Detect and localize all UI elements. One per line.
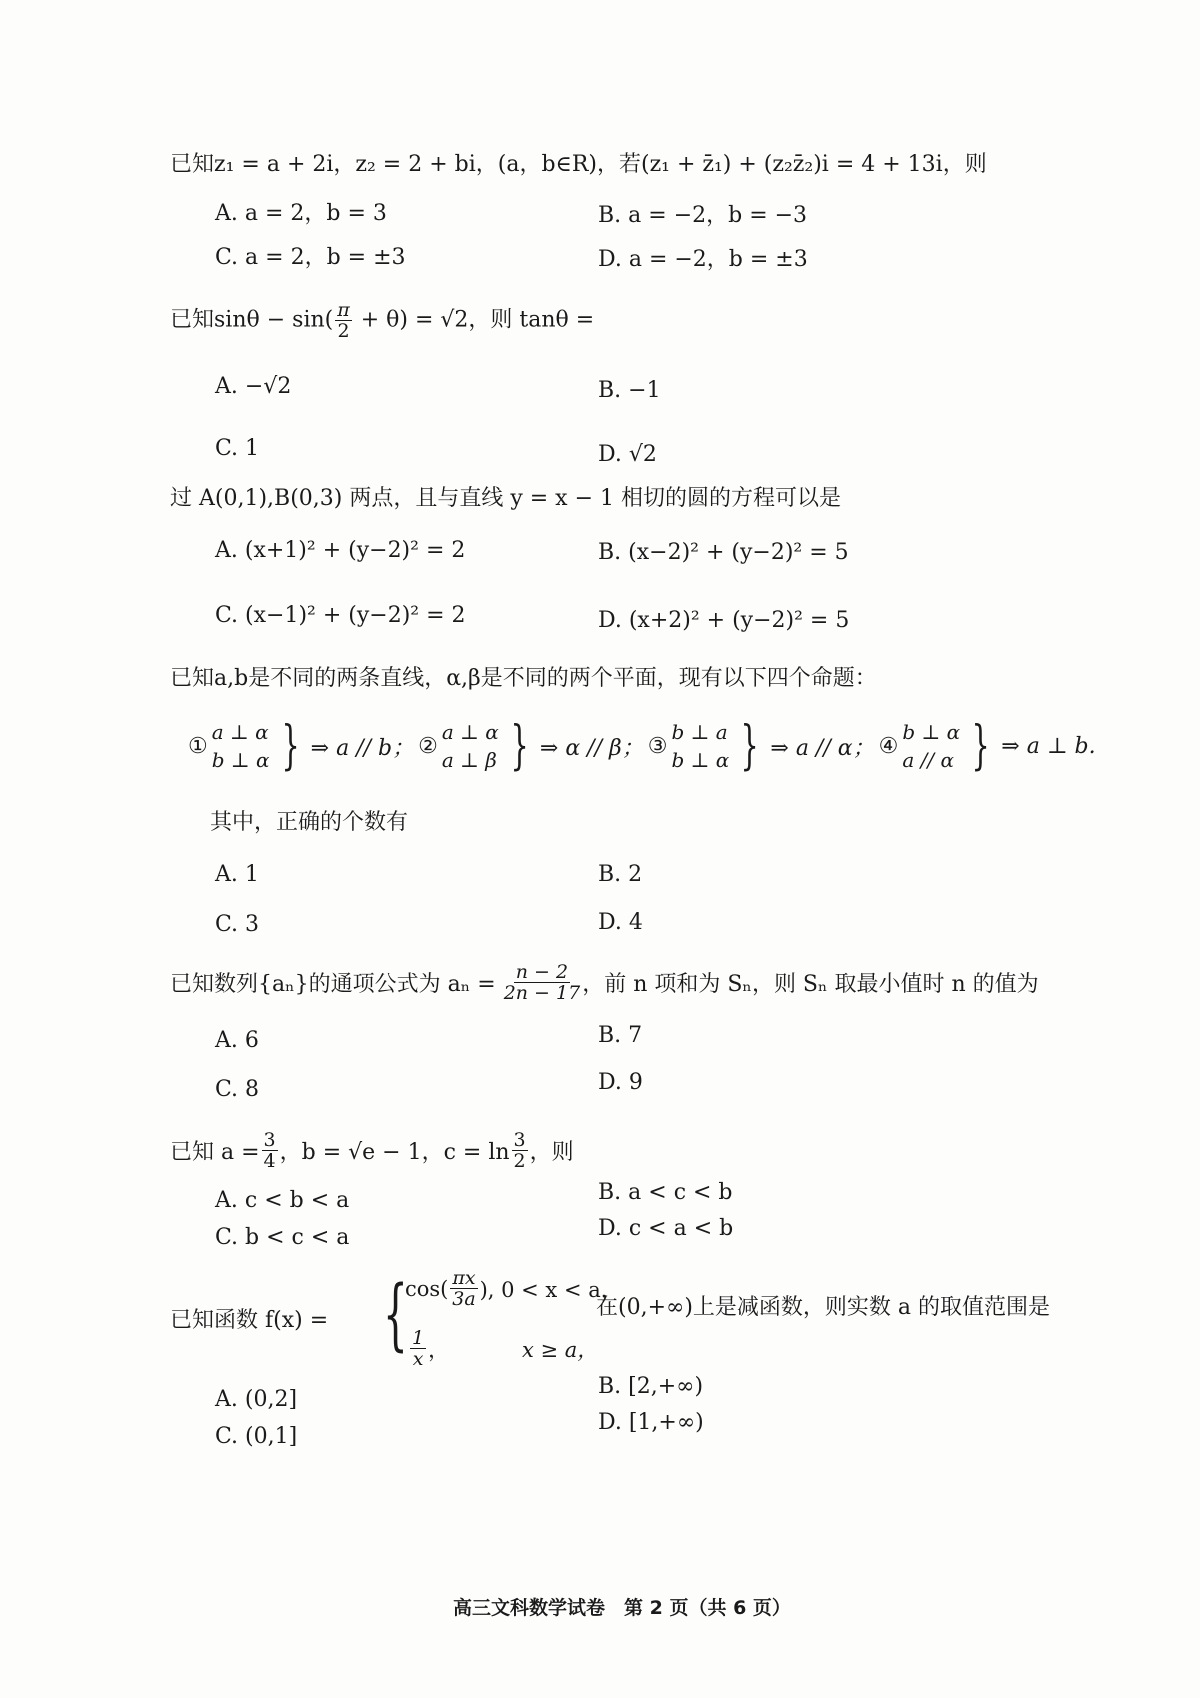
right-brace-icon: } <box>281 716 300 776</box>
prop-3-bottom: b ⊥ α <box>671 748 730 772</box>
q4-option-d: D. a = −2，b = ±3 <box>598 247 808 272</box>
q9-option-b: B. a < c < b <box>598 1180 733 1205</box>
left-brace-icon: { <box>383 1270 408 1360</box>
prop-1-top: a ⊥ α <box>211 720 269 744</box>
one-over-x-fraction <box>410 1328 426 1369</box>
q4-option-a: A. a = 2，b = 3 <box>215 201 387 226</box>
q10-option-b: B. [2,+∞) <box>598 1374 704 1399</box>
pi-over-2-fraction <box>335 300 352 341</box>
question-4-text: 已知z₁ = a + 2i，z₂ = 2 + bi，(a，b∈R)，若(z₁ + z̄₁) + (z₂z̄₂)i = 4 + 13i，则 <box>170 152 987 177</box>
an-fraction <box>504 962 581 1003</box>
q6-option-b: B. (x−2)² + (y−2)² = 5 <box>598 540 849 565</box>
prop-1-conditions <box>212 718 270 774</box>
fraction-numerator: 1 <box>412 1327 425 1349</box>
right-brace-icon: } <box>510 716 529 776</box>
question-4 <box>170 150 987 180</box>
prop-3-conditions <box>671 718 729 774</box>
question-8-prefix: 已知数列{aₙ}的通项公式为 aₙ = <box>170 972 496 997</box>
q7-option-a: A. 1 <box>215 862 259 887</box>
q5-option-a: A. −√2 <box>215 374 292 399</box>
q5-option-b: B. −1 <box>598 378 661 403</box>
q7-option-d: D. 4 <box>598 910 643 935</box>
piece-1-pre: cos( <box>405 1276 449 1301</box>
fraction-numerator: π <box>337 299 350 321</box>
question-9-suffix: ，则 <box>529 1140 574 1165</box>
prop-4-bottom: a // α <box>902 748 954 772</box>
q6-option-a: A. (x+1)² + (y−2)² = 2 <box>215 538 466 563</box>
q5-option-c: C. 1 <box>215 436 260 461</box>
q9-option-a: A. c < b < a <box>215 1188 350 1213</box>
prop-3-result: ⇒ a // α； <box>770 735 875 761</box>
q10-suffix: 在(0,+∞)上是减函数，则实数 a 的取值范围是 <box>596 1295 1051 1320</box>
question-9-prefix: 已知 a = <box>170 1140 260 1165</box>
c-fraction <box>512 1130 528 1171</box>
question-7-text: 已知a,b是不同的两条直线，α,β是不同的两个平面，现有以下四个命题： <box>170 666 877 691</box>
prop-2-bottom: a ⊥ β <box>441 748 497 772</box>
question-8 <box>170 962 1039 1003</box>
prop-2-mark: ② <box>418 733 438 759</box>
q8-option-d: D. 9 <box>598 1070 643 1095</box>
prop-4-result: ⇒ a ⊥ b. <box>1001 733 1096 759</box>
q9-option-c: C. b < c < a <box>215 1225 350 1250</box>
piece-2-post: ， <box>428 1337 450 1362</box>
prop-4-conditions <box>902 718 960 774</box>
question-5-prefix: 已知sinθ − sin( <box>170 307 334 333</box>
prop-1-mark: ① <box>188 733 208 759</box>
question-7 <box>170 664 877 694</box>
q10-piece-2-condition: x ≥ a， <box>522 1338 599 1362</box>
fraction-numerator: 3 <box>263 1129 276 1151</box>
q4-option-c: C. a = 2，b = ±3 <box>215 245 406 270</box>
piece-1-post: ), 0 < x < a， <box>479 1277 622 1302</box>
page-footer: 高三文科数学试卷 第 2 页（共 6 页） <box>453 1597 791 1619</box>
prop-1-result: ⇒ a // b； <box>310 735 415 761</box>
prop-4-mark: ④ <box>878 733 899 759</box>
q5-option-d: D. √2 <box>598 442 657 467</box>
fraction-numerator: n − 2 <box>515 961 569 983</box>
q10-piece-1 <box>405 1268 622 1309</box>
q8-option-b: B. 7 <box>598 1023 643 1048</box>
question-8-suffix: ，前 n 项和为 Sₙ，则 Sₙ 取最小值时 n 的值为 <box>582 972 1039 997</box>
question-6 <box>170 484 841 514</box>
question-5-suffix: + θ) = √2，则 tanθ = <box>353 307 595 333</box>
q9-option-d: D. c < a < b <box>598 1216 734 1241</box>
pix-over-3a-fraction <box>450 1268 477 1309</box>
fraction-denominator: 4 <box>263 1150 276 1172</box>
q8-option-c: C. 8 <box>215 1077 260 1102</box>
prop-2-top: a ⊥ α <box>441 720 499 744</box>
right-brace-icon: } <box>740 716 759 776</box>
q7-ask: 其中，正确的个数有 <box>210 810 409 835</box>
q10-option-c: C. (0,1] <box>215 1424 298 1449</box>
fraction-denominator: 2 <box>337 320 350 342</box>
fraction-numerator: πx <box>452 1267 476 1289</box>
question-6-text: 过 A(0,1),B(0,3) 两点，且与直线 y = x − 1 相切的圆的方程可以是 <box>170 486 842 511</box>
q10-option-a: A. (0,2] <box>215 1387 298 1412</box>
a-fraction <box>262 1130 278 1171</box>
q7-option-c: C. 3 <box>215 912 260 937</box>
question-5 <box>170 300 594 341</box>
q6-option-c: C. (x−1)² + (y−2)² = 2 <box>215 603 466 628</box>
q7-option-b: B. 2 <box>598 862 643 887</box>
fraction-denominator: x <box>412 1348 424 1370</box>
fraction-numerator: 3 <box>513 1129 526 1151</box>
fraction-denominator: 3a <box>452 1288 476 1310</box>
q6-option-d: D. (x+2)² + (y−2)² = 5 <box>598 608 850 633</box>
q10-option-d: D. [1,+∞) <box>598 1410 704 1435</box>
prop-2-result: ⇒ α // β； <box>539 735 644 761</box>
prop-1-bottom: b ⊥ α <box>211 748 270 772</box>
prop-2-conditions <box>442 718 499 774</box>
right-brace-icon: } <box>971 716 990 776</box>
prop-3-mark: ③ <box>647 733 668 759</box>
q10-piece-2 <box>408 1328 449 1369</box>
prop-3-top: b ⊥ a <box>671 720 728 744</box>
question-10 <box>170 1306 328 1336</box>
question-9 <box>170 1130 574 1171</box>
fraction-denominator: 2n − 17 <box>503 982 581 1004</box>
q4-option-b: B. a = −2，b = −3 <box>598 203 808 228</box>
prop-4-top: b ⊥ α <box>902 720 961 744</box>
question-10-num: 已知函数 f(x) = <box>170 1308 329 1333</box>
fraction-denominator: 2 <box>513 1150 526 1172</box>
q7-propositions <box>188 718 1096 774</box>
q8-option-a: A. 6 <box>215 1028 259 1053</box>
question-9-mid: ，b = √e − 1，c = ln <box>279 1140 510 1165</box>
